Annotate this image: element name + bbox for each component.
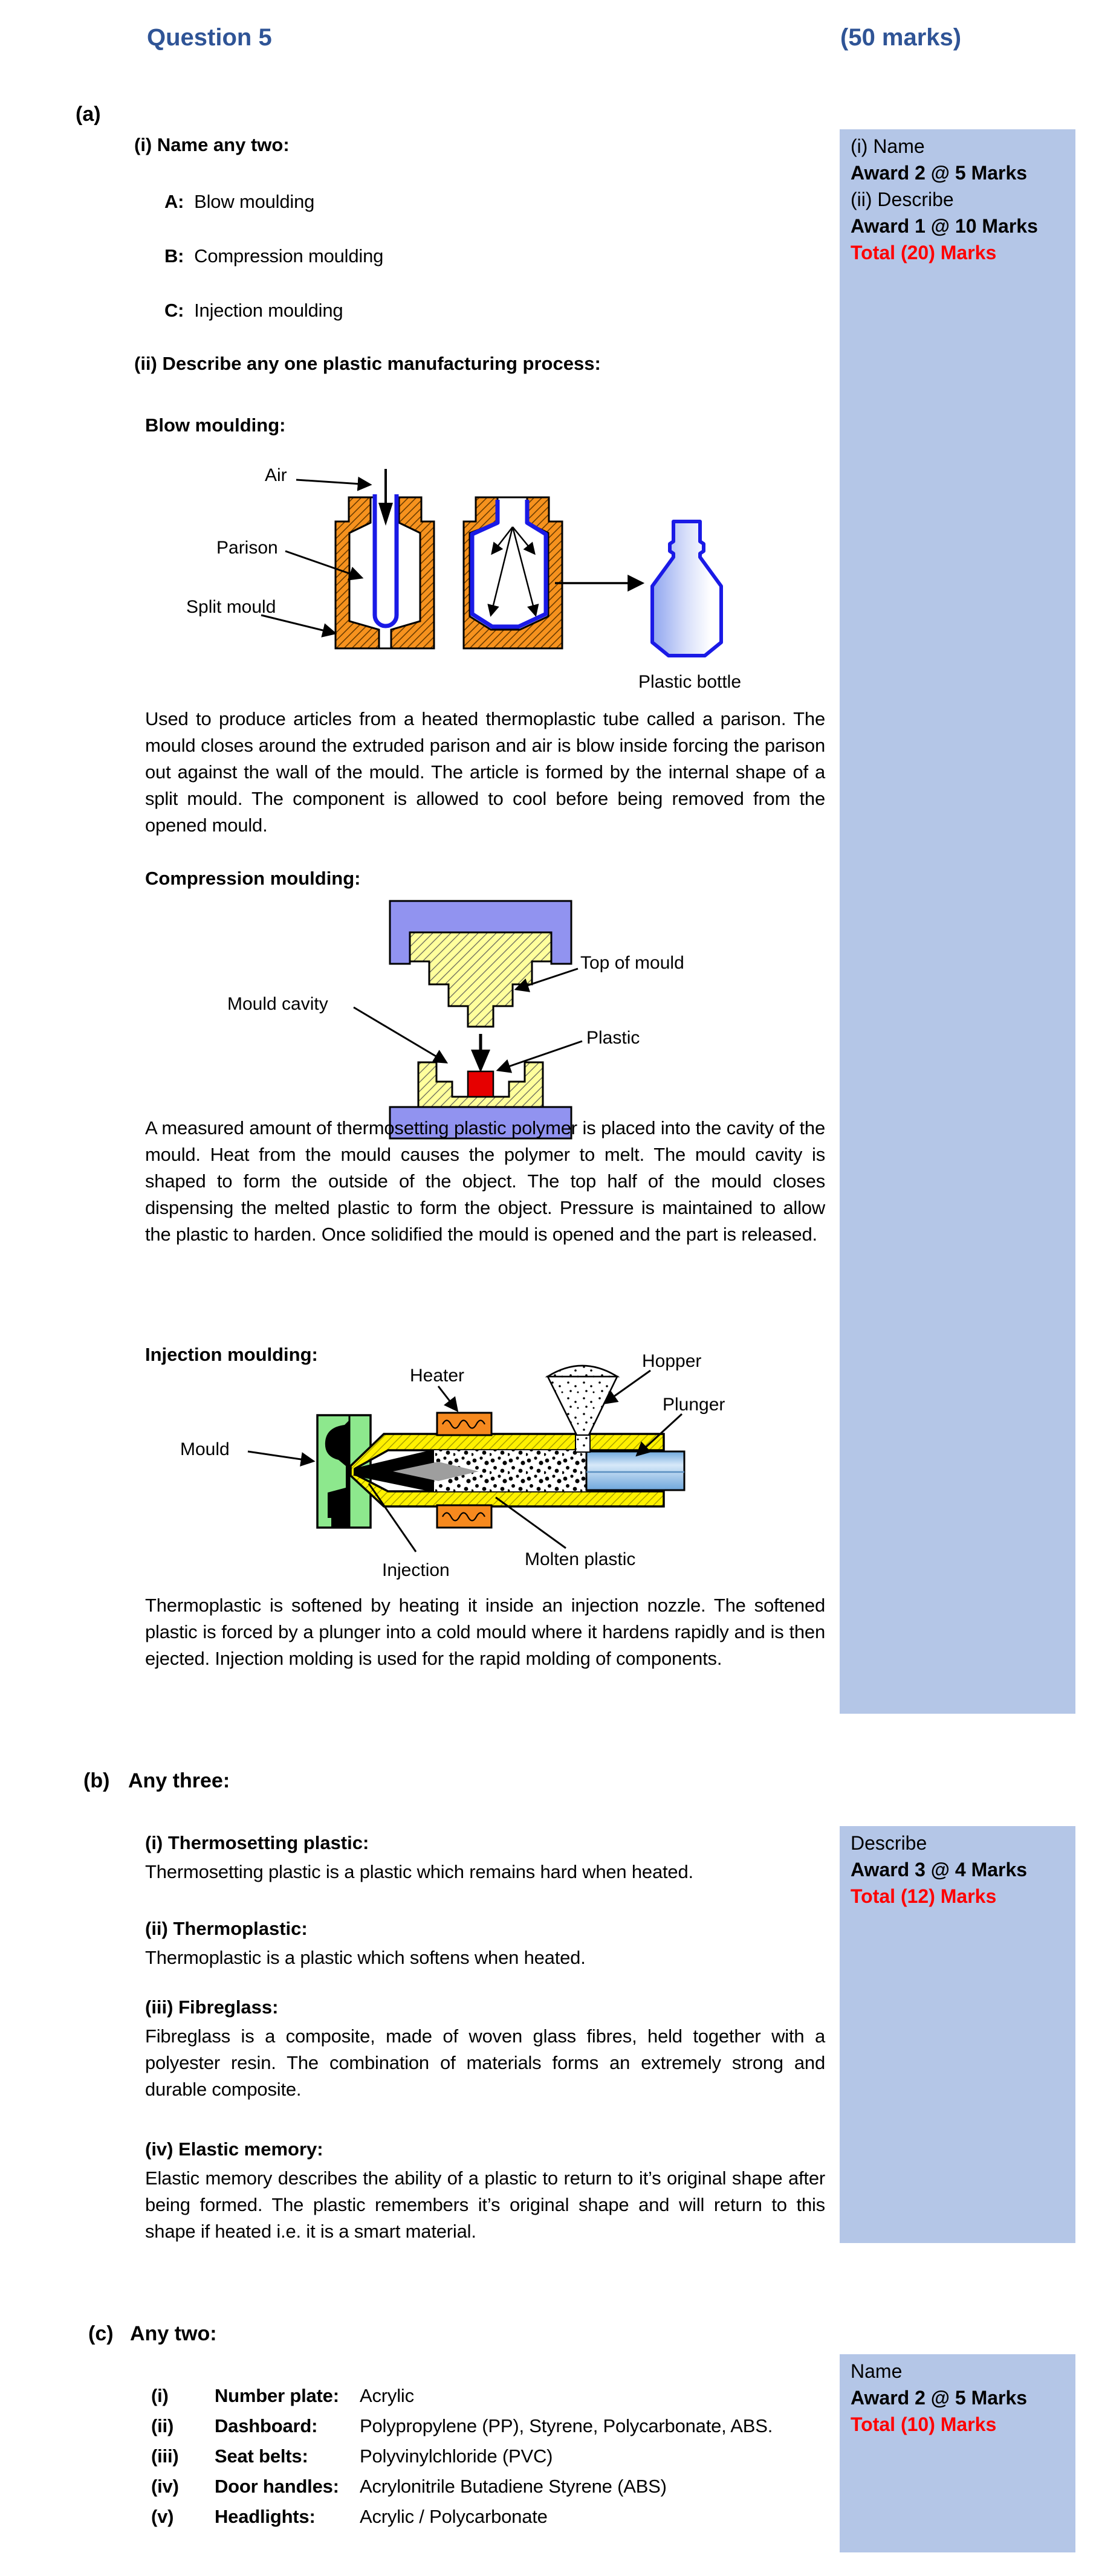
- b-item-heading: (iii) Fibreglass:: [145, 1997, 279, 2018]
- marks-line: Award 2 @ 5 Marks: [851, 162, 1028, 184]
- c-item-term: Door handles:: [215, 2476, 339, 2497]
- answer-text: Blow moulding: [194, 191, 315, 212]
- mould-label-arrow: [248, 1451, 313, 1461]
- question-ii-label: (ii) Describe any one plastic manufacturing process:: [134, 353, 601, 374]
- c-item-row: [151, 2503, 548, 2530]
- c-item-num: (ii): [151, 2415, 174, 2436]
- c-item-answer: Polypropylene (PP), Styrene, Polycarbonate, ABS.: [360, 2415, 773, 2436]
- plunger-shape: [586, 1451, 684, 1490]
- answer-row-c: [164, 297, 343, 324]
- injection-moulding-figure: [109, 1348, 816, 1613]
- c-item-row: [151, 2413, 773, 2439]
- b-item-heading: (ii) Thermoplastic:: [145, 1918, 308, 1939]
- marks-line: (i) Name: [851, 135, 925, 157]
- b-item-heading: (i) Thermosetting plastic:: [145, 1832, 369, 1853]
- mould-cavity-label-arrow: [354, 1007, 446, 1062]
- marks-line: (ii) Describe: [851, 189, 954, 210]
- section-c-label: (c): [88, 2322, 114, 2345]
- compression-moulding-heading: Compression moulding:: [145, 868, 361, 889]
- b-item-text: Thermosetting plastic is a plastic which remains hard when heated.: [145, 1861, 693, 1882]
- compression-moulding-diagram: [224, 897, 810, 1145]
- c-item-answer: Acrylonitrile Butadiene Styrene (ABS): [360, 2476, 667, 2497]
- plastic-label: Plastic: [586, 1028, 640, 1048]
- injection-moulding-diagram: [109, 1348, 816, 1613]
- marks-box-a: [840, 129, 1075, 1714]
- marks-total: Total (12) Marks: [851, 1885, 997, 1907]
- c-item-num: (iii): [151, 2445, 179, 2467]
- answer-text: Compression moulding: [194, 245, 384, 266]
- question-i-label: (i) Name any two:: [134, 134, 290, 155]
- marks-line: Describe: [851, 1832, 927, 1854]
- answer-row-a: [164, 189, 314, 215]
- answer-row-b: [164, 243, 383, 270]
- b-item-heading: (iv) Elastic memory:: [145, 2139, 323, 2160]
- mould-cavity-label: Mould cavity: [227, 994, 328, 1014]
- blow-moulding-heading: Blow moulding:: [145, 415, 286, 436]
- compression-moulding-figure: [224, 897, 810, 1145]
- answer-key: A:: [164, 191, 184, 212]
- marks-total: Total (10) Marks: [851, 2413, 997, 2435]
- blow-moulding-paragraph: Used to produce articles from a heated thermoplastic tube called a parison. The mould closes around the extruded parison and air is blow inside forcing the parison out against the wall of the mould. The article is formed by the internal shape of a split mould. The component is allowed to cool before being removed from the opened mould.: [145, 708, 825, 836]
- answer-key: C:: [164, 300, 184, 321]
- c-item-answer: Acrylic: [360, 2385, 414, 2406]
- split-mould-label: Split mould: [186, 597, 276, 617]
- b-item-text: Fibreglass is a composite, made of woven glass fibres, held together with a polyester resin. The combination of materials forms an extremely strong and durable composite.: [145, 2026, 825, 2100]
- c-item-row: [151, 2473, 667, 2500]
- plastic-charge-shape: [468, 1071, 493, 1097]
- page-marks: (50 marks): [840, 24, 962, 51]
- section-c-intro: Any two:: [130, 2322, 217, 2345]
- top-mould-shape: [410, 932, 551, 1027]
- injection-moulding-heading: Injection moulding:: [145, 1344, 318, 1365]
- c-item-row: [151, 2383, 414, 2409]
- mould-label: Mould: [180, 1439, 230, 1459]
- press-arrowhead: [471, 1050, 490, 1073]
- section-a-label: (a): [76, 103, 101, 126]
- air-label-arrow: [296, 480, 370, 485]
- air-label: Air: [265, 465, 287, 485]
- plastic-bottle-label: Plastic bottle: [638, 672, 742, 692]
- heater-label-arrow: [438, 1386, 457, 1410]
- c-item-num: (i): [151, 2385, 169, 2406]
- parison-label: Parison: [216, 538, 278, 558]
- hopper-label: Hopper: [642, 1351, 702, 1371]
- blow-moulding-diagram: [181, 465, 816, 719]
- c-item-answer: Polyvinylchloride (PVC): [360, 2445, 553, 2467]
- marks-line: Award 3 @ 4 Marks: [851, 1859, 1028, 1880]
- section-b-label: (b): [83, 1769, 110, 1792]
- c-item-num: (v): [151, 2506, 174, 2527]
- marks-box-b: [840, 1826, 1075, 2243]
- plunger-label: Plunger: [663, 1395, 725, 1415]
- answer-key: B:: [164, 245, 184, 266]
- c-item-num: (iv): [151, 2476, 179, 2497]
- marks-box-c: [840, 2354, 1075, 2552]
- top-of-mould-label: Top of mould: [580, 953, 684, 973]
- section-b-intro: Any three:: [128, 1769, 230, 1792]
- injection-label: Injection: [382, 1560, 450, 1580]
- marks-line: Name: [851, 2360, 903, 2382]
- plastic-bottle-shape: [652, 521, 721, 656]
- compression-moulding-paragraph: A measured amount of thermosetting plastic polymer is placed into the cavity of the mould. Heat from the mould causes the polymer to melt. The mould cavity is shaped to form the outside of the object. The top half of the mould closes dispensing the melted plastic to form the object. Pressure is maintained to allow the plastic to harden. Once solidified the mould is opened and the part is released.: [145, 1117, 825, 1245]
- c-item-term: Headlights:: [215, 2506, 316, 2527]
- molten-plastic-label: Molten plastic: [525, 1549, 636, 1569]
- page-title: Question 5: [147, 24, 272, 51]
- heater-label: Heater: [410, 1366, 465, 1386]
- answer-text: Injection moulding: [194, 300, 343, 321]
- b-item-text: Elastic memory describes the ability of a plastic to return to it’s original shape after being formed. The plastic remembers it’s original shape and will return to this shape if heated i.e. it is a smart material.: [145, 2168, 825, 2242]
- marks-total: Total (20) Marks: [851, 242, 997, 263]
- c-item-term: Dashboard:: [215, 2415, 318, 2436]
- c-item-row: [151, 2443, 553, 2470]
- c-item-answer: Acrylic / Polycarbonate: [360, 2506, 548, 2527]
- b-item-text: Thermoplastic is a plastic which softens when heated.: [145, 1947, 586, 1968]
- marks-line: Award 1 @ 10 Marks: [851, 215, 1038, 237]
- split-mould-label-arrow: [261, 615, 335, 633]
- c-item-term: Seat belts:: [215, 2445, 308, 2467]
- c-item-term: Number plate:: [215, 2385, 339, 2406]
- injection-moulding-paragraph: Thermoplastic is softened by heating it inside an injection nozzle. The softened plastic is forced by a plunger into a cold mould where it hardens rapidly and is then ejected. Injection molding is used for the rapid molding of components.: [145, 1595, 825, 1669]
- marks-line: Award 2 @ 5 Marks: [851, 2387, 1028, 2409]
